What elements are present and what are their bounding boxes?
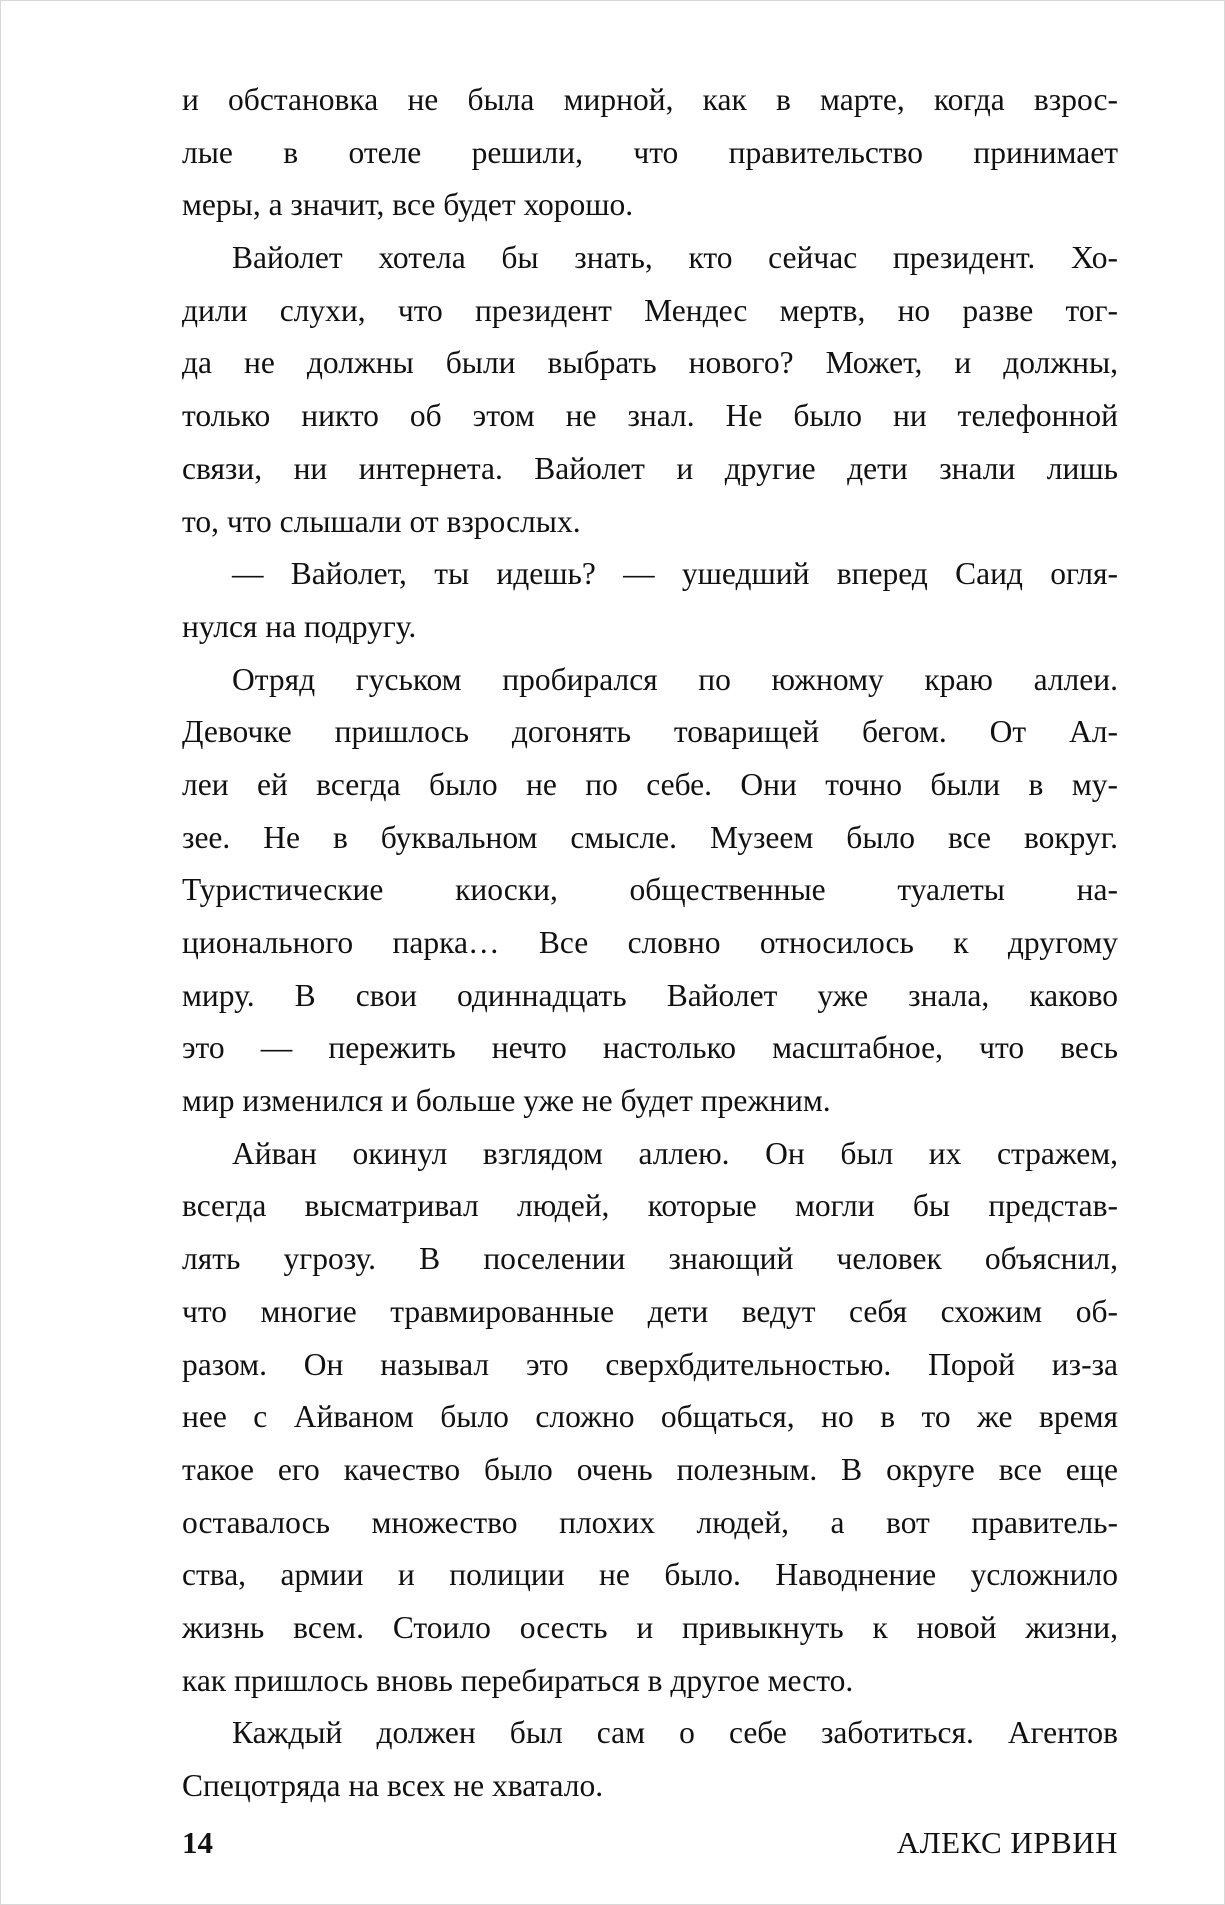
text-line-content: связи, ни интернета. Вайолет и другие дети знали лишь bbox=[182, 450, 1118, 486]
text-line bbox=[182, 1075, 1118, 1128]
paragraph bbox=[182, 1707, 1118, 1812]
text-line bbox=[182, 443, 1118, 496]
text-line-content: оставалось множество плохих людей, а вот правитель- bbox=[182, 1504, 1118, 1540]
paragraph bbox=[182, 74, 1118, 232]
text-line bbox=[182, 548, 1118, 601]
paragraph bbox=[182, 548, 1118, 653]
text-line-content: разом. Он называл это сверхбдительностью. Порой из-за bbox=[182, 1346, 1118, 1382]
text-line bbox=[182, 812, 1118, 865]
text-line-content: — Вайолет, ты идешь? — ушедший вперед Саид огля- bbox=[232, 556, 1118, 592]
text-line-content: да не должны были выбрать нового? Может, и должны, bbox=[182, 345, 1118, 381]
text-line-content: Каждый должен был сам о себе заботиться. Агентов bbox=[232, 1715, 1118, 1751]
text-line bbox=[182, 1339, 1118, 1392]
text-line bbox=[182, 970, 1118, 1023]
text-line bbox=[182, 917, 1118, 970]
text-line-content: лять угрозу. В поселении знающий человек объяснил, bbox=[182, 1241, 1118, 1277]
body-text bbox=[182, 74, 1118, 1813]
text-line bbox=[182, 654, 1118, 707]
text-line-content: ционального парка… Все словно относилось к другому bbox=[182, 925, 1118, 960]
text-line-content: нулся на подругу. bbox=[182, 608, 417, 644]
text-line-content: Спецотряда на всех не хватало. bbox=[182, 1768, 604, 1803]
text-line bbox=[182, 1549, 1118, 1602]
paragraph bbox=[182, 1128, 1118, 1708]
text-line bbox=[182, 1022, 1118, 1075]
text-line-content: и обстановка не была мирной, как в марте, когда взрос- bbox=[182, 82, 1118, 117]
text-line-content: лые в отеле решили, что правительство принимает bbox=[182, 134, 1118, 170]
text-line bbox=[182, 1128, 1118, 1181]
text-line bbox=[182, 706, 1118, 759]
text-line-content: только никто об этом не знал. Не было ни телефонной bbox=[182, 398, 1118, 434]
text-line bbox=[182, 1707, 1118, 1760]
text-line bbox=[182, 1655, 1118, 1708]
text-line bbox=[182, 1602, 1118, 1655]
text-line bbox=[182, 1760, 1118, 1813]
text-line-content: это — пережить нечто настолько масштабное, что весь bbox=[182, 1030, 1118, 1066]
text-line-content: жизнь всем. Стоило осесть и привыкнуть к новой жизни, bbox=[182, 1609, 1118, 1645]
text-line-content: зее. Не в буквальном смысле. Музеем было все вокруг. bbox=[182, 819, 1118, 855]
text-line bbox=[182, 759, 1118, 812]
text-line bbox=[182, 1497, 1118, 1550]
text-line bbox=[182, 496, 1118, 549]
text-line-content: ства, армии и полиции не было. Наводнение усложнило bbox=[182, 1557, 1118, 1593]
text-line bbox=[182, 285, 1118, 338]
text-line-content: Девочке пришлось догонять товарищей бегом. От Ал- bbox=[182, 714, 1118, 750]
text-line bbox=[182, 1180, 1118, 1233]
running-footer-author: АЛЕКС ИРВИН bbox=[896, 1825, 1118, 1860]
page-number: 14 bbox=[182, 1825, 213, 1860]
text-line-content: Айван окинул взглядом аллею. Он был их стражем, bbox=[232, 1135, 1118, 1171]
text-line-content: то, что слышали от взрослых. bbox=[182, 503, 581, 539]
text-line bbox=[182, 1233, 1118, 1286]
text-line bbox=[182, 1444, 1118, 1497]
text-line bbox=[182, 1286, 1118, 1339]
paragraph bbox=[182, 232, 1118, 548]
text-line bbox=[182, 1391, 1118, 1444]
text-line-content: леи ей всегда было не по себе. Они точно были в му- bbox=[182, 766, 1118, 802]
text-line bbox=[182, 390, 1118, 443]
text-line-content: Вайолет хотела бы знать, кто сейчас президент. Хо- bbox=[232, 240, 1118, 276]
paragraph bbox=[182, 654, 1118, 1128]
text-line-content: как пришлось вновь перебираться в другое место. bbox=[182, 1662, 854, 1698]
text-line-content: всегда высматривал людей, которые могли бы представ- bbox=[182, 1188, 1118, 1224]
text-line bbox=[182, 337, 1118, 390]
text-line bbox=[182, 127, 1118, 180]
text-line-content: меры, а значит, все будет хорошо. bbox=[182, 187, 634, 223]
text-line-content: такое его качество было очень полезным. В округе все еще bbox=[182, 1451, 1118, 1487]
text-line-content: мир изменился и больше уже не будет прежним. bbox=[182, 1083, 831, 1119]
text-line-content: Туристические киоски, общественные туалеты на- bbox=[182, 872, 1118, 908]
text-line bbox=[182, 74, 1118, 127]
text-line bbox=[182, 179, 1118, 232]
text-line-content: миру. В свои одиннадцать Вайолет уже знала, каково bbox=[182, 977, 1118, 1013]
text-line bbox=[182, 864, 1118, 917]
text-line bbox=[182, 232, 1118, 285]
text-line-content: Отряд гуськом пробирался по южному краю аллеи. bbox=[232, 661, 1118, 697]
text-line-content: что многие травмированные дети ведут себя схожим об- bbox=[182, 1293, 1118, 1329]
text-line-content: нее с Айваном было сложно общаться, но в то же время bbox=[182, 1399, 1118, 1435]
text-line-content: дили слухи, что президент Мендес мертв, но разве тог- bbox=[182, 292, 1118, 328]
text-line bbox=[182, 601, 1118, 654]
